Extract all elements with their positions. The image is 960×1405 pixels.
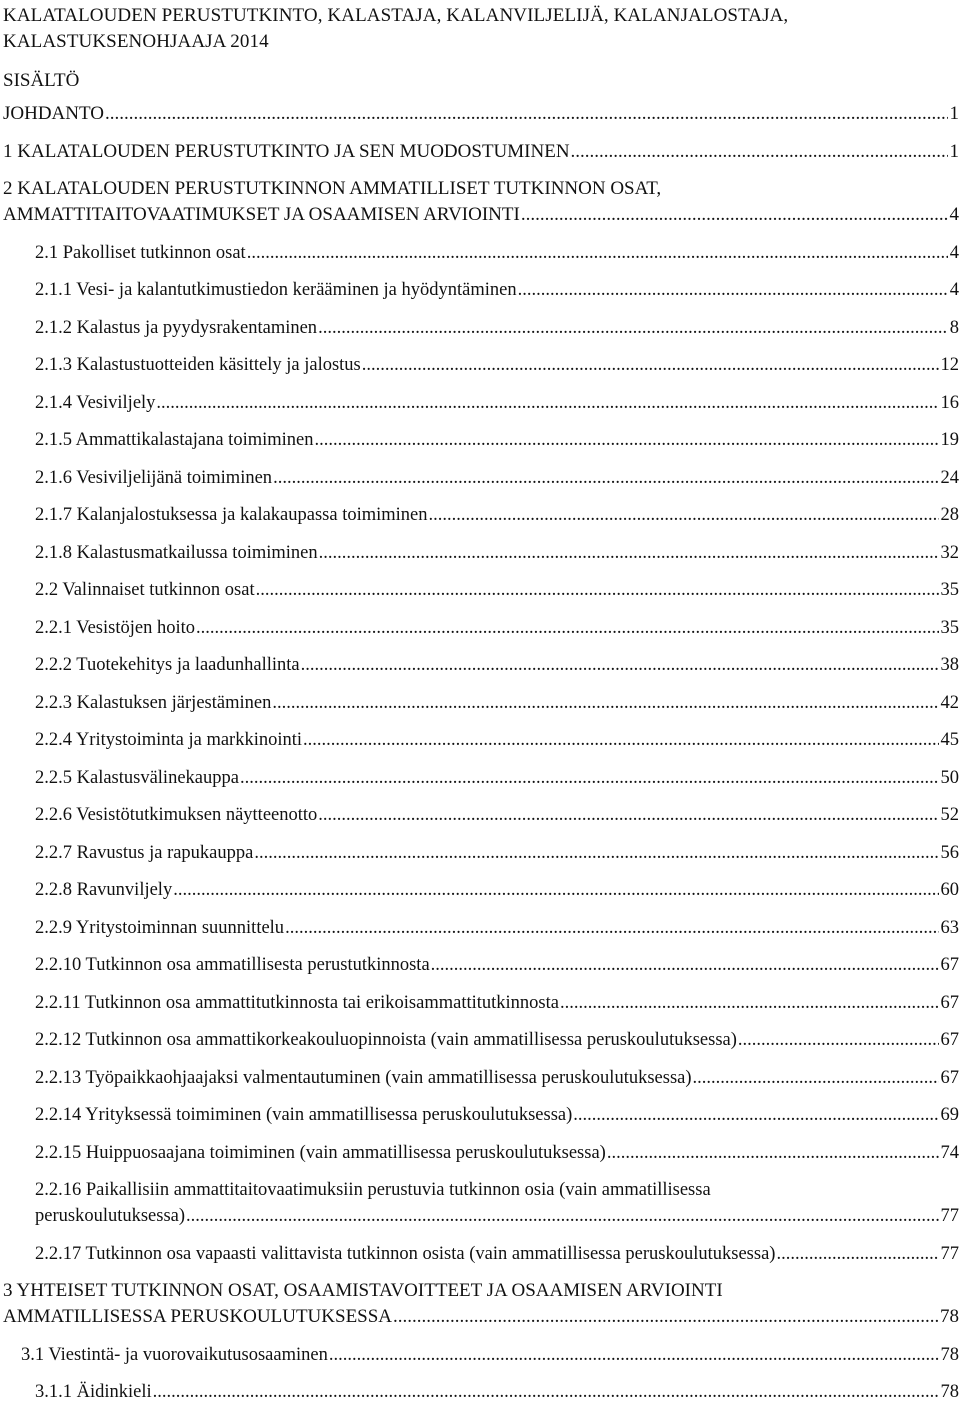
toc-entry-page-number: 78 <box>940 1306 959 1327</box>
toc-entry-page-number: 67 <box>940 955 959 975</box>
toc-entry[interactable] <box>3 1342 959 1368</box>
toc-entry-title-line-1: 2.2.16 Paikallisiin ammattitaitovaatimuksiin perustuvia tutkinnon osia (vain ammatillisessa <box>35 1180 711 1200</box>
toc-entry-title: 2.2.15 Huippuosaajana toimiminen (vain ammatillisessa peruskoulutuksessa) <box>35 1142 606 1163</box>
dot-leader <box>318 802 938 828</box>
toc-entry-page-number: 67 <box>940 992 959 1013</box>
toc-entry-page-number: 60 <box>940 880 959 900</box>
toc-entry[interactable] <box>3 427 959 453</box>
toc-entry[interactable] <box>3 1065 959 1091</box>
toc-entry[interactable] <box>3 390 959 416</box>
toc-entry-page-number: 12 <box>940 355 959 375</box>
toc-entry-page-number: 63 <box>940 917 959 938</box>
toc-entry[interactable] <box>3 240 959 266</box>
dot-leader <box>319 540 939 566</box>
toc-entry[interactable] <box>3 727 959 753</box>
dot-leader <box>571 139 948 165</box>
dot-leader <box>285 915 938 941</box>
toc-entry[interactable] <box>3 577 959 603</box>
toc-entry-page-number: 67 <box>940 1030 959 1050</box>
dot-leader <box>272 690 938 716</box>
toc-entry[interactable] <box>3 990 959 1016</box>
toc-entry-page-number: 52 <box>940 805 959 825</box>
toc-entry-title: 2.1.7 Kalanjalostuksessa ja kalakaupassa toimiminen <box>35 505 428 525</box>
toc-entry-title: 2.1 Pakolliset tutkinnon osat <box>35 242 246 263</box>
dot-leader <box>738 1027 939 1053</box>
toc-entry-page-number: 56 <box>940 842 959 863</box>
dot-leader <box>314 427 938 453</box>
toc-entry-page-number: 35 <box>940 617 959 638</box>
table-of-contents <box>3 101 960 1405</box>
dot-leader <box>429 502 939 528</box>
toc-entry-title: 2.2.12 Tutkinnon osa ammattikorkeakouluopinnoista (vain ammatillisessa peruskoulutuksessa) <box>35 1030 737 1050</box>
toc-entry-page-number: 35 <box>940 580 959 600</box>
toc-entry-title-line-1: 3 YHTEISET TUTKINNON OSAT, OSAAMISTAVOITTEET JA OSAAMISEN ARVIOINTI <box>3 1280 723 1301</box>
toc-entry[interactable] <box>3 540 959 566</box>
toc-entry-title-line-1: 2 KALATALOUDEN PERUSTUTKINNON AMMATILLISET TUTKINNON OSAT, <box>3 178 662 199</box>
toc-entry[interactable] <box>3 176 959 228</box>
dot-leader <box>431 952 939 978</box>
toc-entry[interactable] <box>3 1379 959 1405</box>
toc-entry-title: 2.2.7 Ravustus ja rapukauppa <box>35 842 254 863</box>
toc-entry-page-number: 45 <box>940 730 959 750</box>
dot-leader <box>518 277 948 303</box>
toc-entry-title: 1 KALATALOUDEN PERUSTUTKINTO JA SEN MUODOSTUMINEN <box>3 140 570 162</box>
toc-entry-title: 2.1.4 Vesiviljely <box>35 392 156 413</box>
toc-entry-title: 2.2.17 Tutkinnon osa vapaasti valittavista tutkinnon osista (vain ammatillisessa peruskoulutuksessa) <box>35 1243 776 1264</box>
toc-entry-title: 2.2.8 Ravunviljely <box>35 880 173 900</box>
toc-entry-title: AMMATILLISESSA PERUSKOULUTUKSESSA <box>3 1306 393 1327</box>
toc-entry[interactable] <box>3 139 959 165</box>
toc-entry-page-number: 38 <box>940 655 959 675</box>
document-title <box>3 0 960 55</box>
dot-leader <box>153 1379 939 1405</box>
dot-leader <box>393 1304 938 1330</box>
toc-entry-title: 3.1.1 Äidinkieli <box>35 1382 152 1402</box>
toc-entry-title: 2.1.6 Vesiviljelijänä toimiminen <box>35 467 273 488</box>
toc-entry-title: 2.1.1 Vesi- ja kalantutkimustiedon kerääminen ja hyödyntäminen <box>35 280 517 300</box>
toc-entry-page-number: 50 <box>940 767 959 788</box>
dot-leader <box>247 240 948 266</box>
toc-entry-page-number: 74 <box>940 1142 959 1163</box>
toc-entry[interactable] <box>3 1177 959 1229</box>
toc-entry-title: 2.2.3 Kalastuksen järjestäminen <box>35 692 272 713</box>
toc-entry-title: 3.1 Viestintä- ja vuorovaikutusosaaminen <box>21 1344 328 1365</box>
toc-entry-page-number: 69 <box>940 1105 959 1125</box>
toc-entry[interactable] <box>3 952 959 978</box>
toc-entry-title: 2.2.2 Tuotekehitys ja laadunhallinta <box>35 655 300 675</box>
toc-entry-title: 2.1.3 Kalastustuotteiden käsittely ja jalostus <box>35 355 361 375</box>
toc-entry-title: 2.2.11 Tutkinnon osa ammattitutkinnosta tai erikoisammattitutkinnosta <box>35 992 559 1013</box>
toc-entry-page-number: 4 <box>949 242 959 263</box>
toc-entry-page-number: 77 <box>940 1206 959 1226</box>
toc-entry[interactable] <box>3 465 959 491</box>
toc-entry-title: 2.1.5 Ammattikalastajana toimiminen <box>35 430 314 450</box>
toc-entry-page-number: 1 <box>949 140 959 162</box>
toc-entry-title: 2.2.10 Tutkinnon osa ammatillisesta perustutkinnosta <box>35 955 430 975</box>
toc-entry[interactable] <box>3 277 959 303</box>
dot-leader <box>693 1065 939 1091</box>
toc-entry[interactable] <box>3 502 959 528</box>
dot-leader <box>254 840 938 866</box>
toc-entry-title: 2.2.4 Yritystoiminta ja markkinointi <box>35 730 303 750</box>
toc-entry-title: 2.2.6 Vesistötutkimuksen näytteenotto <box>35 805 318 825</box>
toc-entry-title: 2.2 Valinnaiset tutkinnon osat <box>35 580 255 600</box>
dot-leader <box>196 615 939 641</box>
dot-leader <box>573 1102 938 1128</box>
toc-entry[interactable] <box>3 1278 959 1330</box>
toc-entry-title: JOHDANTO <box>3 103 104 124</box>
toc-entry[interactable] <box>3 802 959 828</box>
dot-leader <box>329 1342 939 1368</box>
toc-entry-page-number: 4 <box>949 280 959 300</box>
dot-leader <box>105 101 948 127</box>
document-title-line-1: KALATALOUDEN PERUSTUTKINTO, KALASTAJA, KALANVILJELIJÄ, KALANJALOSTAJA, <box>3 5 789 26</box>
toc-entry-page-number: 1 <box>949 103 959 124</box>
toc-entry-page-number: 78 <box>940 1344 959 1365</box>
toc-entry-page-number: 19 <box>940 430 959 450</box>
toc-entry-title: peruskoulutuksessa) <box>35 1206 186 1226</box>
toc-entry[interactable] <box>3 1102 959 1128</box>
toc-entry-page-number: 24 <box>940 467 959 488</box>
toc-entry-title: 2.2.9 Yritystoiminnan suunnittelu <box>35 917 285 938</box>
dot-leader <box>362 352 939 378</box>
dot-leader <box>303 727 938 753</box>
toc-entry-title: 2.2.5 Kalastusvälinekauppa <box>35 767 239 788</box>
toc-entry[interactable] <box>3 1241 959 1267</box>
toc-entry[interactable] <box>3 1140 959 1166</box>
toc-entry-title: AMMATTITAITOVAATIMUKSET JA OSAAMISEN ARVIOINTI <box>3 204 520 225</box>
toc-entry[interactable] <box>3 840 959 866</box>
toc-entry[interactable] <box>3 615 959 641</box>
toc-entry-page-number: 4 <box>949 204 959 225</box>
toc-entry-page-number: 78 <box>940 1382 959 1402</box>
toc-entry[interactable] <box>3 690 959 716</box>
dot-leader <box>318 315 948 341</box>
toc-entry-title: 2.1.2 Kalastus ja pyydysrakentaminen <box>35 317 318 338</box>
toc-entry-page-number: 32 <box>940 542 959 563</box>
toc-entry-title: 2.2.14 Yrityksessä toimiminen (vain ammatillisessa peruskoulutuksessa) <box>35 1105 573 1125</box>
toc-entry-page-number: 77 <box>940 1243 959 1264</box>
toc-entry[interactable] <box>3 915 959 941</box>
dot-leader <box>521 202 948 228</box>
dot-leader <box>607 1140 939 1166</box>
toc-entry[interactable] <box>3 877 959 903</box>
toc-entry-title: 2.2.1 Vesistöjen hoito <box>35 617 195 638</box>
toc-entry-page-number: 67 <box>940 1067 959 1088</box>
dot-leader <box>240 765 939 791</box>
toc-entry[interactable] <box>3 352 959 378</box>
toc-entry[interactable] <box>3 101 959 127</box>
toc-entry-page-number: 8 <box>949 317 959 338</box>
dot-leader <box>776 1241 938 1267</box>
dot-leader <box>186 1203 938 1229</box>
dot-leader <box>256 577 939 603</box>
toc-entry[interactable] <box>3 652 959 678</box>
toc-entry[interactable] <box>3 315 959 341</box>
document-title-line-2: KALASTUKSENOHJAAJA 2014 <box>3 31 269 52</box>
dot-leader <box>560 990 939 1016</box>
toc-entry[interactable] <box>3 1027 959 1053</box>
dot-leader <box>173 877 938 903</box>
dot-leader <box>156 390 938 416</box>
dot-leader <box>301 652 939 678</box>
dot-leader <box>273 465 938 491</box>
toc-entry-page-number: 16 <box>940 392 959 413</box>
toc-entry[interactable] <box>3 765 959 791</box>
toc-entry-title: 2.1.8 Kalastusmatkailussa toimiminen <box>35 542 318 563</box>
toc-entry-page-number: 42 <box>940 692 959 713</box>
toc-entry-page-number: 28 <box>940 505 959 525</box>
toc-entry-title: 2.2.13 Työpaikkaohjaajaksi valmentautuminen (vain ammatillisessa peruskoulutuksessa) <box>35 1067 692 1088</box>
contents-heading: SISÄLTÖ <box>3 70 80 91</box>
